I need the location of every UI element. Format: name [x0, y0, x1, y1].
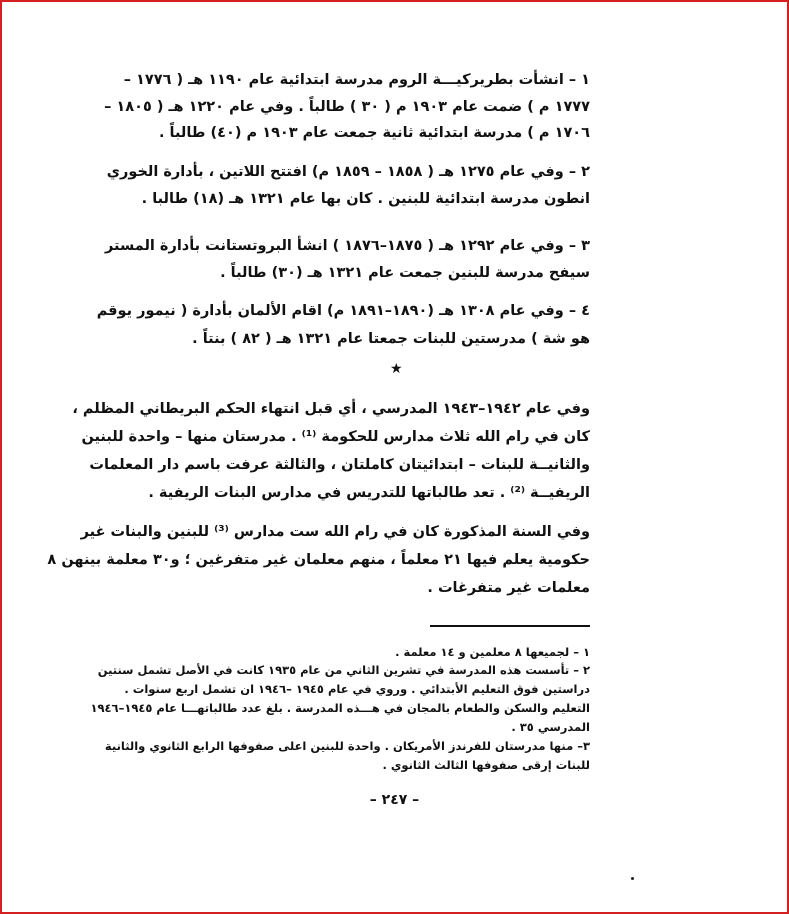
footnote-line: المدرسي ٣٥ . [511, 720, 590, 734]
item-1-line: ١ – انشأت بطريركيـــة الروم مدرسة ابتدائية عام ١١٩٠ هـ ( ١٧٧٦ – [123, 72, 590, 88]
paragraph-1-line: الريفيــة ⁽²⁾ . تعد طالباتها للتدريس في مدارس البنات الريفية . [148, 485, 590, 501]
item-1-line: ١٧٧٧ م ) ضمت عام ١٩٠٣ م ( ٣٠ ) طالباً . وفي عام ١٢٢٠ هـ ( ١٨٠٥ – [104, 99, 590, 115]
paragraph-1-line: كان في رام الله ثلاث مدارس للحكومة ⁽¹⁾ . مدرستان منها – واحدة للبنين [81, 429, 590, 445]
footnote-line: للبنات إرقى صفوفها الثالث الثانوي . [382, 758, 590, 772]
paragraph-2-line: حكومية يعلم فيها ٢١ معلماً ، منهم معلمان غير متفرغين ؛ و٣٠ معلمة بينهن ٨ [47, 552, 590, 568]
footnote-line: ٢ – تأسست هذه المدرسة في تشرين الثاني من عام ١٩٣٥ كانت في الأصل تشمل سنتين [97, 663, 590, 677]
item-2-line: انطون مدرسة ابتدائية للبنين . كان بها عام ١٣٢١ هـ (١٨) طالبا . [141, 191, 590, 207]
scan-speck [631, 877, 634, 880]
item-3-line: ٣ – وفي عام ١٢٩٢ هـ ( ١٨٧٥–١٨٧٦ ) انشأ البروتستانت بأدارة المستر [105, 238, 590, 254]
item-2-line: ٢ – وفي عام ١٢٧٥ هـ ( ١٨٥٨ – ١٨٥٩ م) افتتح اللاتين ، بأدارة الخوري [106, 164, 590, 180]
item-4-line: هو شة ) مدرستين للبنات جمعتا عام ١٣٢١ هـ ( ٨٢ ) بنتاً . [192, 331, 590, 347]
footnote-separator [430, 625, 590, 627]
item-1-line: ١٧٠٦ م ) مدرسة ابتدائية ثانية جمعت عام ١٩٠٣ م (٤٠) طالباً . [159, 125, 590, 141]
star-divider: ★ [390, 361, 403, 377]
paragraph-1-line: والثانيــة للبنات – ابتدائيتان كاملتان ، والثالثة عرفت باسم دار المعلمات [89, 457, 590, 473]
paragraph-1-line: وفي عام ١٩٤٢–١٩٤٣ المدرسي ، أي قبل انتهاء الحكم البريطاني المظلم ، [72, 401, 590, 417]
item-3-line: سيفح مدرسة للبنين جمعت عام ١٣٢١ هـ (٣٠) طالباً . [220, 265, 590, 281]
footnote-line: ١ – لجميعها ٨ معلمين و ١٤ معلمة . [395, 645, 590, 659]
footnote-line: دراستين فوق التعليم الأبتدائي . وروي في عام ١٩٤٥ –١٩٤٦ ان تشمل اربع سنوات . [124, 682, 590, 696]
paragraph-2-line: معلمات غير متفرغات . [427, 580, 590, 596]
footnote-line: ٣– منها مدرستان للفرندز الأمريكان . واحدة للبنين اعلى صفوفها الرابع الثانوي والثانية [104, 739, 590, 753]
footnote-line: التعليم والسكن والطعام بالمجان في هـــذه المدرسة . بلغ عدد طالباتهـــا عام ١٩٤٥–١٩٤٦ [90, 701, 590, 715]
item-4-line: ٤ – وفي عام ١٣٠٨ هـ (١٨٩٠–١٨٩١ م) اقام الألمان بأدارة ( نيمور يوقم [96, 303, 590, 319]
page-number: – ٢٤٧ – [369, 792, 420, 808]
paragraph-2-line: وفي السنة المذكورة كان في رام الله ست مدارس ⁽³⁾ للبنين والبنات غير [80, 524, 590, 540]
